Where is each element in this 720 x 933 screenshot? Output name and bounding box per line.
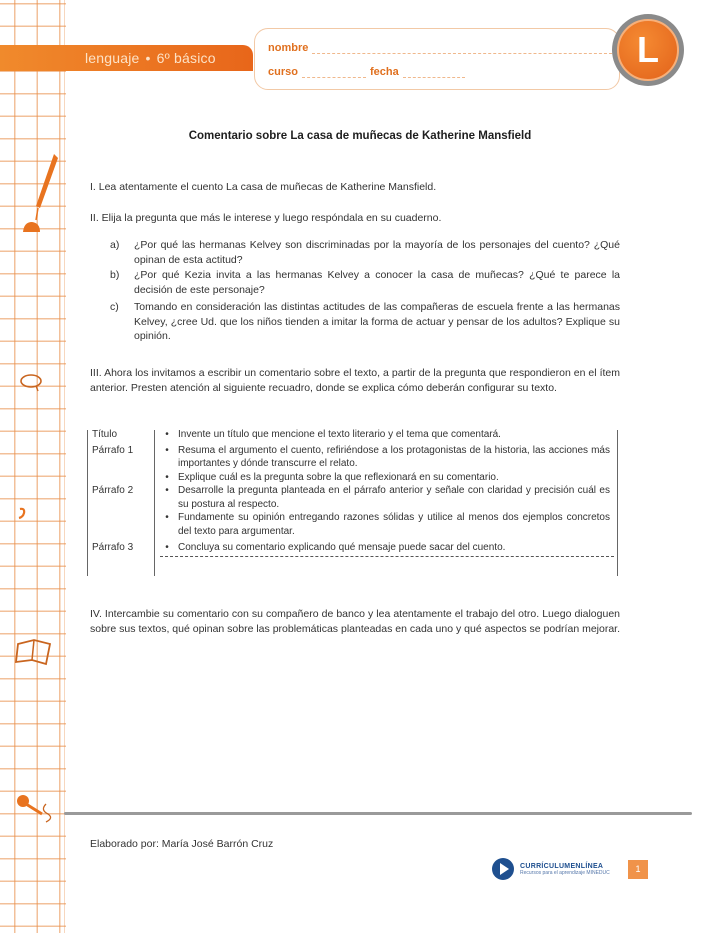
book-icon (14, 636, 54, 668)
name-label: nombre (268, 42, 309, 54)
badge-letter: L (617, 19, 679, 81)
structure-table (86, 428, 622, 555)
question-text: ¿Por qué las hermanas Kelvey son discriminadas por la mayoría de los personajes del cuento? ¿Qué opinan de esta actitud? (134, 239, 620, 266)
row-item: Fundamente su opinión entregando razones sólidas y utilice al menos dos ejemplos concretos del texto para argumentar. (178, 512, 610, 537)
course-field[interactable] (268, 66, 366, 78)
logo-text (520, 863, 610, 876)
student-info-box (254, 28, 620, 90)
row-item: Explique cuál es la pregunta sobre la que reflexionará en su comentario. (178, 471, 499, 483)
footer-divider (64, 812, 692, 815)
row-item: Concluya su comentario explicando qué mensaje puede sacar del cuento. (178, 542, 506, 553)
logo-title: CURRÍCULUMENLÍNEA (520, 862, 604, 870)
author-credit: Elaborado por: María José Barrón Cruz (90, 838, 274, 850)
table-dashed-divider (160, 556, 614, 557)
course-label: curso (268, 66, 298, 78)
section-4: IV. Intercambie su comentario con su compañero de banco y lea atentamente el trabajo del otro. Luego dialoguen sobre sus textos, qué opinan sobre las problemáticas planteadas en cada uno y qué aspectos se podrían mejorar. (90, 608, 620, 635)
logo-subtitle: Recursos para el aprendizaje MINEDUC (520, 869, 610, 876)
section-2: II. Elija la pregunta que más le interese y luego respóndala en su cuaderno. (90, 212, 442, 224)
date-label: fecha (370, 66, 399, 78)
table-row (86, 428, 622, 442)
subject-separator: • (145, 50, 151, 66)
bullet-icon: • (165, 444, 169, 456)
table-row (86, 511, 622, 538)
bullet-icon: • (165, 471, 169, 483)
subject-badge (612, 14, 684, 86)
name-field[interactable] (268, 42, 612, 54)
row-key: Párrafo 2 (92, 485, 134, 496)
course-line[interactable] (302, 69, 366, 78)
row-item: Resuma el argumento el cuento, refiriéndose a los protagonistas de la historia, las acciones más importantes y dónde transcurre el relato. (178, 444, 610, 469)
grid-edge (64, 0, 65, 933)
date-field[interactable] (370, 66, 465, 78)
bullet-icon: • (165, 512, 169, 523)
quill-icon (14, 792, 60, 824)
question-label: b) (110, 269, 120, 281)
ink-blot-icon (20, 220, 44, 236)
speech-bubble-icon (18, 372, 46, 392)
document-title: Comentario sobre La casa de muñecas de Katherine Mansfield (188, 130, 532, 142)
name-line[interactable] (312, 45, 612, 54)
question-label: c) (110, 301, 119, 313)
row-key-empty (86, 511, 156, 538)
question-text: Tomando en consideración las distintas actitudes de las compañeras de escuela frente a las hermanas Kelvey, ¿cree Ud. que los niños tienden a imitar la forma de actuar y pensar de los adultos? Explique su opinión. (134, 301, 620, 342)
table-row (86, 541, 622, 555)
row-key: Párrafo 1 (92, 444, 134, 456)
section-1: I. Lea atentamente el cuento La casa de muñecas de Katherine Mansfield. (90, 181, 437, 193)
row-item: Desarrolle la pregunta planteada en el párrafo anterior y señale con claridad y precisión cuál es su postura al respecto. (178, 485, 610, 510)
table-row (86, 484, 622, 511)
row-key-empty (86, 471, 156, 485)
play-icon (492, 858, 514, 880)
subject-name: lenguaje (85, 50, 140, 66)
date-line[interactable] (403, 69, 465, 78)
question-a (110, 238, 620, 267)
grade-label: 6º básico (156, 50, 216, 66)
row-key: Párrafo 3 (92, 542, 134, 553)
bullet-icon: • (165, 542, 169, 553)
page-number: 1 (628, 860, 648, 879)
curriculum-logo[interactable] (492, 858, 610, 880)
question-label: a) (110, 239, 120, 251)
bullet-icon: • (165, 485, 169, 496)
bullet-icon: • (165, 429, 169, 440)
table-row (86, 471, 622, 485)
comma-icon (16, 506, 28, 520)
table-row (86, 444, 622, 471)
question-b (110, 268, 620, 297)
question-c (110, 300, 620, 344)
row-key: Título (92, 429, 118, 440)
section-3: III. Ahora los invitamos a escribir un comentario sobre el texto, a partir de la pregunta que respondieron en el ítem anterior. Presten atención al siguiente recuadro, donde se explica cómo deberán configurar su texto. (90, 367, 620, 394)
row-item: Invente un título que mencione el texto literario y el tema que comentará. (178, 429, 501, 440)
subject-label (85, 50, 216, 66)
question-text: ¿Por qué Kezia invita a las hermanas Kelvey a conocer la casa de muñecas? ¿Qué te parece la decisión de este personaje? (134, 269, 620, 296)
